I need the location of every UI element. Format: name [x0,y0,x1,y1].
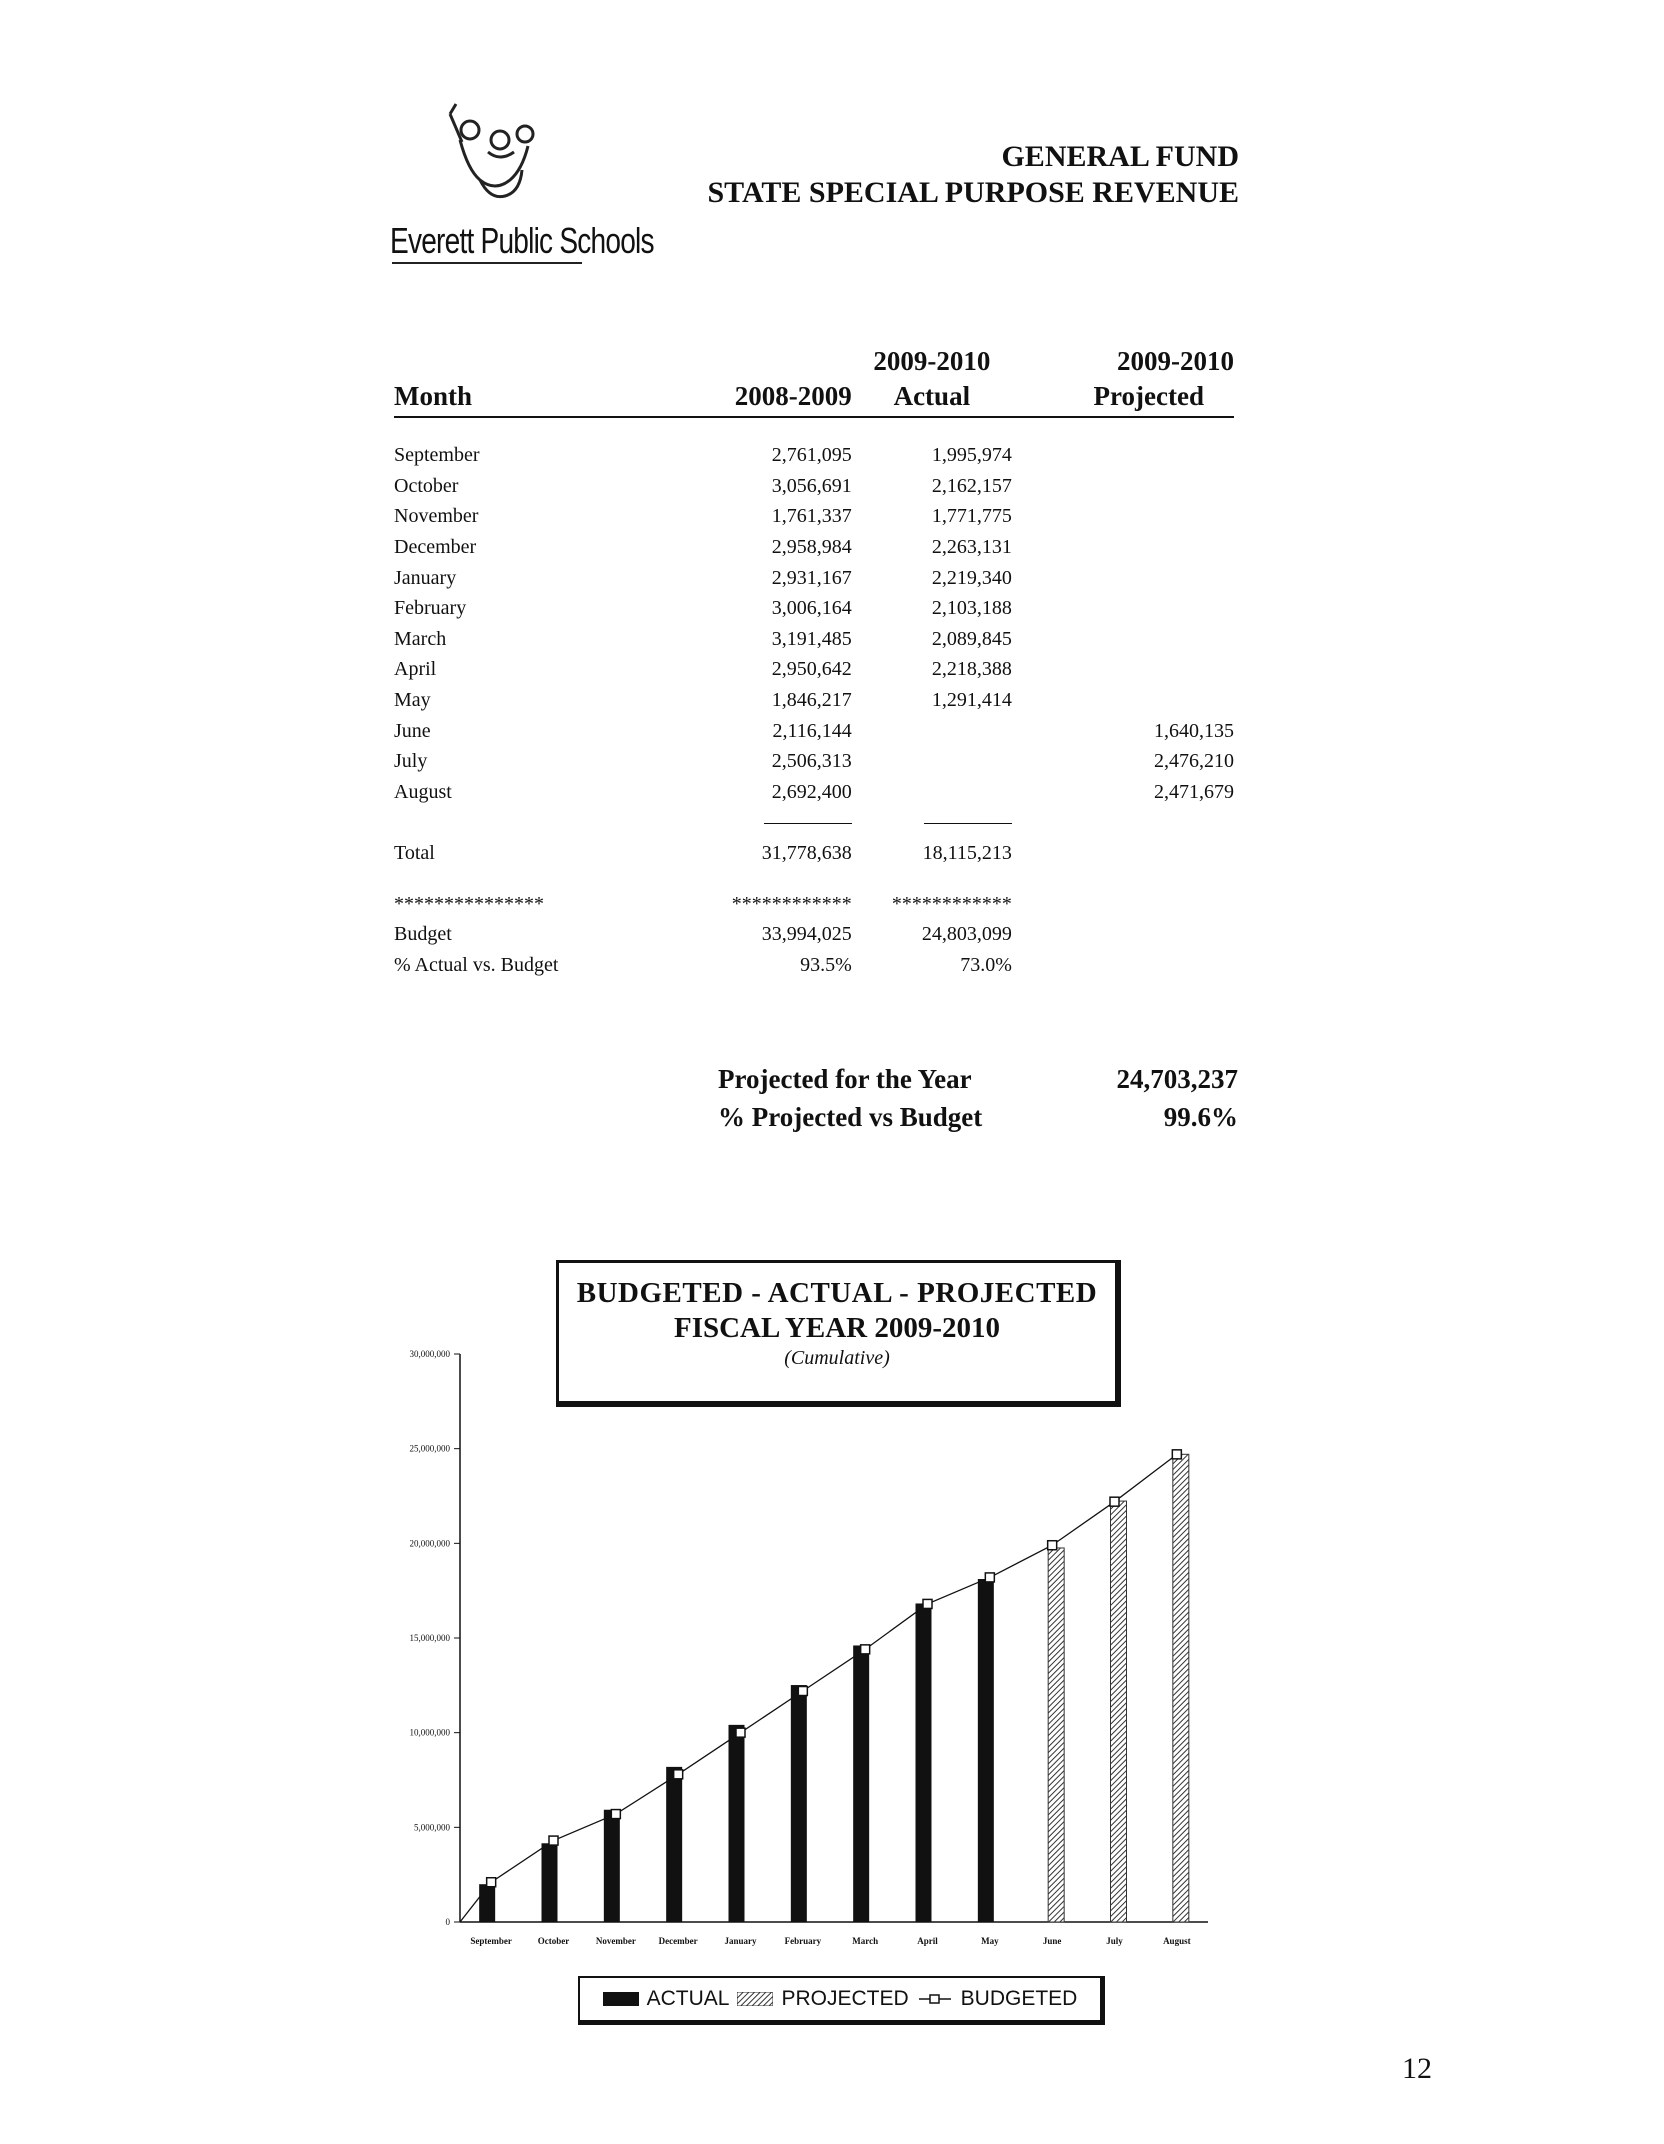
chart-subtitle: FISCAL YEAR 2009-2010 [673,1312,1000,1344]
budget-point [985,1573,994,1582]
total-2008-2009: 31,778,638 [761,842,852,865]
budget-point [611,1810,620,1819]
bar-actual [604,1810,620,1922]
x-tick-label: October [537,1936,570,1946]
x-tick-label: June [1042,1936,1062,1946]
budget-point [736,1728,745,1737]
separator-a: ************ [731,892,852,915]
value-actual: 2,219,340 [931,566,1012,589]
value-2008-2009: 1,846,217 [771,689,852,712]
page-number: 12 [1402,2052,1432,2085]
budget-point [674,1770,683,1779]
budget-line [491,1454,1177,1882]
value-actual: 1,771,775 [931,505,1012,528]
y-tick-label: 0 [445,1917,450,1927]
bar-actual [479,1884,495,1922]
bar-actual [853,1645,869,1922]
y-tick-label: 10,000,000 [409,1727,450,1738]
value-2008-2009: 3,191,485 [771,627,852,650]
x-tick-label: July [1106,1936,1123,1946]
value-actual: 2,103,188 [931,597,1012,620]
legend-projected-label: PROJECTED [781,1987,909,2010]
month-cell: August [394,780,452,803]
value-actual: 1,995,974 [931,444,1012,467]
bar-projected [1111,1501,1127,1922]
bar-actual [666,1767,682,1922]
bar-actual [978,1579,994,1922]
value-2008-2009: 3,056,691 [771,474,852,497]
total-label: Total [394,842,435,865]
budget-point [549,1836,558,1845]
month-cell: June [394,719,431,742]
x-tick-label: November [595,1936,636,1946]
chart-axes [454,1354,1208,1922]
legend-budgeted-swatch [917,1992,953,2006]
header-b-top: 2009-2010 [873,346,991,376]
value-2008-2009: 2,761,095 [771,444,852,467]
separator-b: ************ [891,892,1012,915]
chart-note: (Cumulative) [784,1347,890,1369]
bar-actual [542,1843,558,1922]
budget-actual: 24,803,099 [921,923,1012,946]
header-2008-2009: 2008-2009 [681,381,852,417]
report-title: GENERAL FUND [1001,140,1239,173]
value-2008-2009: 2,931,167 [771,566,852,589]
legend-actual-swatch [603,1992,639,2006]
legend-budgeted-label: BUDGETED [960,1987,1078,2010]
report-subtitle: STATE SPECIAL PURPOSE REVENUE [707,176,1239,209]
bar-projected [1173,1454,1189,1922]
bar-actual [916,1603,932,1922]
y-tick-label: 5,000,000 [414,1822,450,1833]
x-tick-label: December [658,1936,698,1946]
month-cell: March [394,627,447,650]
month-cell: January [394,566,457,589]
x-tick-label: January [724,1936,757,1946]
logo-wordmark: Everett Public Schools [390,220,654,261]
projected-year-value: 24,703,237 [1116,1064,1238,1094]
value-projected: 2,476,210 [1154,750,1234,773]
value-actual: 2,089,845 [931,627,1012,650]
budget-point [923,1599,932,1608]
chart-title-box [556,1260,1121,1407]
chart-title: BUDGETED - ACTUAL - PROJECTED [576,1277,1098,1309]
value-actual: 2,218,388 [931,658,1012,681]
month-cell: September [394,444,480,467]
y-tick-label: 25,000,000 [409,1443,450,1454]
y-tick-label: 30,000,000 [409,1349,450,1359]
budget-point [861,1645,870,1654]
budget-point [1172,1450,1181,1459]
projected-year-label: Projected for the Year [718,1064,972,1094]
pct-label: % Actual vs. Budget [394,953,559,976]
value-2008-2009: 2,116,144 [772,719,852,742]
header-c-top: 2009-2010 [1117,346,1234,376]
chart-legend [578,1976,1105,2025]
y-tick-label: 20,000,000 [409,1538,450,1549]
projected-pct-value: 99.6% [1163,1102,1238,1132]
header-actual: Actual [852,381,1012,417]
month-cell: May [394,689,431,712]
header-month: Month [394,381,681,417]
x-tick-label: May [981,1936,999,1946]
x-tick-label: September [470,1936,512,1946]
budget-2008-2009: 33,994,025 [761,923,852,946]
value-2008-2009: 2,692,400 [771,780,852,803]
bar-projected [1048,1548,1064,1922]
bar-actual [791,1685,807,1922]
value-2008-2009: 2,506,313 [771,750,852,773]
month-cell: October [394,474,459,497]
legend-actual-label: ACTUAL [646,1987,730,2010]
budget-point [798,1687,807,1696]
x-tick-label: April [917,1936,938,1946]
month-cell: July [394,750,428,773]
value-projected: 1,640,135 [1154,719,1234,742]
pct-actual: 73.0% [960,953,1012,976]
projected-pct-label: % Projected vs Budget [718,1102,983,1132]
month-cell: November [394,505,479,528]
budget-point [1048,1541,1057,1550]
value-2008-2009: 2,958,984 [771,536,852,559]
value-actual: 2,162,157 [931,474,1012,497]
x-tick-label: March [852,1936,879,1946]
budget-label: Budget [394,923,452,946]
value-actual: 2,263,131 [931,536,1012,559]
x-tick-label: February [784,1936,822,1946]
value-2008-2009: 3,006,164 [771,597,852,620]
legend-projected-swatch [737,1992,773,2006]
separator-label: *************** [394,892,544,915]
header-projected: Projected [1012,381,1234,417]
value-2008-2009: 1,761,337 [771,505,852,528]
value-actual: 1,291,414 [931,689,1012,712]
month-cell: February [394,597,467,620]
budget-point [1110,1497,1119,1506]
month-cell: April [394,658,437,681]
pct-2008-2009: 93.5% [800,953,852,976]
bar-actual [729,1725,745,1922]
y-tick-label: 15,000,000 [409,1633,450,1643]
budget-point [487,1878,496,1887]
x-tick-label: August [1163,1936,1191,1946]
month-cell: December [394,536,477,559]
chart-budget-line [460,1450,1181,1922]
total-actual: 18,115,213 [922,842,1012,865]
value-2008-2009: 2,950,642 [771,658,852,681]
value-projected: 2,471,679 [1154,780,1234,803]
